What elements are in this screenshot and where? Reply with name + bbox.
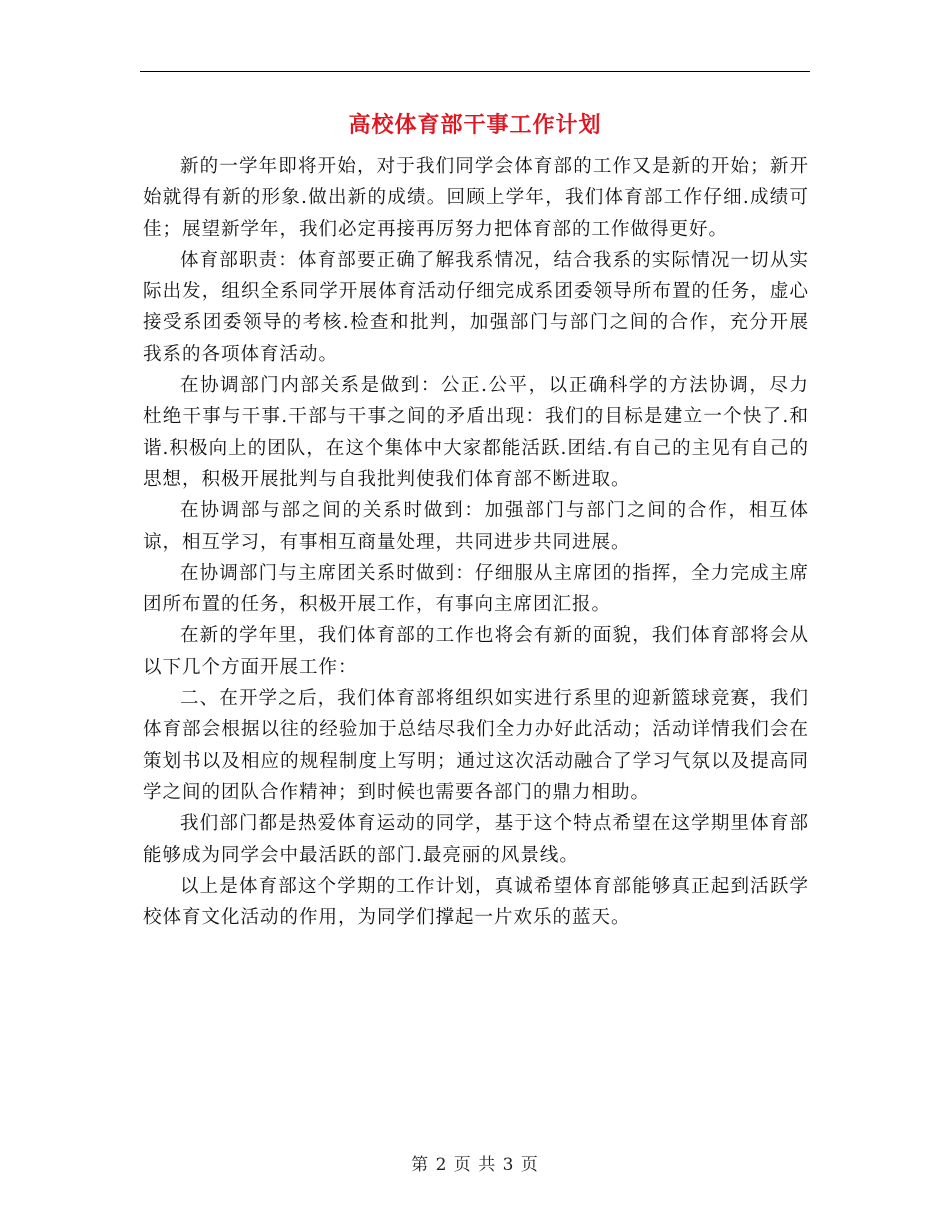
paragraph: 在新的学年里，我们体育部的工作也将会有新的面貌，我们体育部将会从以下几个方面开展工作： [143,625,809,678]
document-title: 高校体育部干事工作计划 [348,112,602,138]
document-body [143,151,809,933]
paragraph: 体育部职责：体育部要正确了解我系情况，结合我系的实际情况一切从实际出发，组织全系同学开展体育活动仔细完成系团委领导所布置的任务，虚心接受系团委领导的考核.检查和批判，加强部门与部门之间的合作，充分开展我系的各项体育活动。 [143,249,809,365]
page-number: 第 2 页 共 3 页 [411,1155,539,1175]
paragraph: 在协调部门与主席团关系时做到：仔细服从主席团的指挥，全力完成主席团所布置的任务，积极开展工作，有事向主席团汇报。 [143,562,809,616]
paragraph: 以上是体育部这个学期的工作计划，真诚希望体育部能够真正起到活跃学校体育文化活动的作用，为同学们撑起一片欢乐的蓝天。 [143,875,809,929]
paragraph: 新的一学年即将开始，对于我们同学会体育部的工作又是新的开始；新开始就得有新的形象.做出新的成绩。回顾上学年，我们体育部工作仔细.成绩可佳；展望新学年，我们必定再接再厉努力把体育部的工作做得更好。 [143,156,809,240]
paragraph: 在协调部与部之间的关系时做到：加强部门与部门之间的合作，相互体谅，相互学习，有事相互商量处理，共同进步共同进展。 [143,500,809,553]
header-rule [140,71,810,72]
paragraph: 我们部门都是热爱体育运动的同学，基于这个特点希望在这学期里体育部能够成为同学会中最活跃的部门.最亮丽的风景线。 [143,813,809,866]
paragraph: 二、在开学之后，我们体育部将组织如实进行系里的迎新篮球竞赛，我们体育部会根据以往的经验加于总结尽我们全力办好此活动；活动详情我们会在策划书以及相应的规程制度上写明；通过这次活动融合了学习气氛以及提高同学之间的团队合作精神；到时候也需要各部门的鼎力相助。 [143,688,809,803]
paragraph: 在协调部门内部关系是做到：公正.公平，以正确科学的方法协调，尽力杜绝干事与干事.干部与干事之间的矛盾出现：我们的目标是建立一个快了.和谐.积极向上的团队，在这个集体中大家都能活跃.团结.有自己的主见有自己的思想，积极开展批判与自我批判使我们体育部不断进取。 [143,375,809,490]
